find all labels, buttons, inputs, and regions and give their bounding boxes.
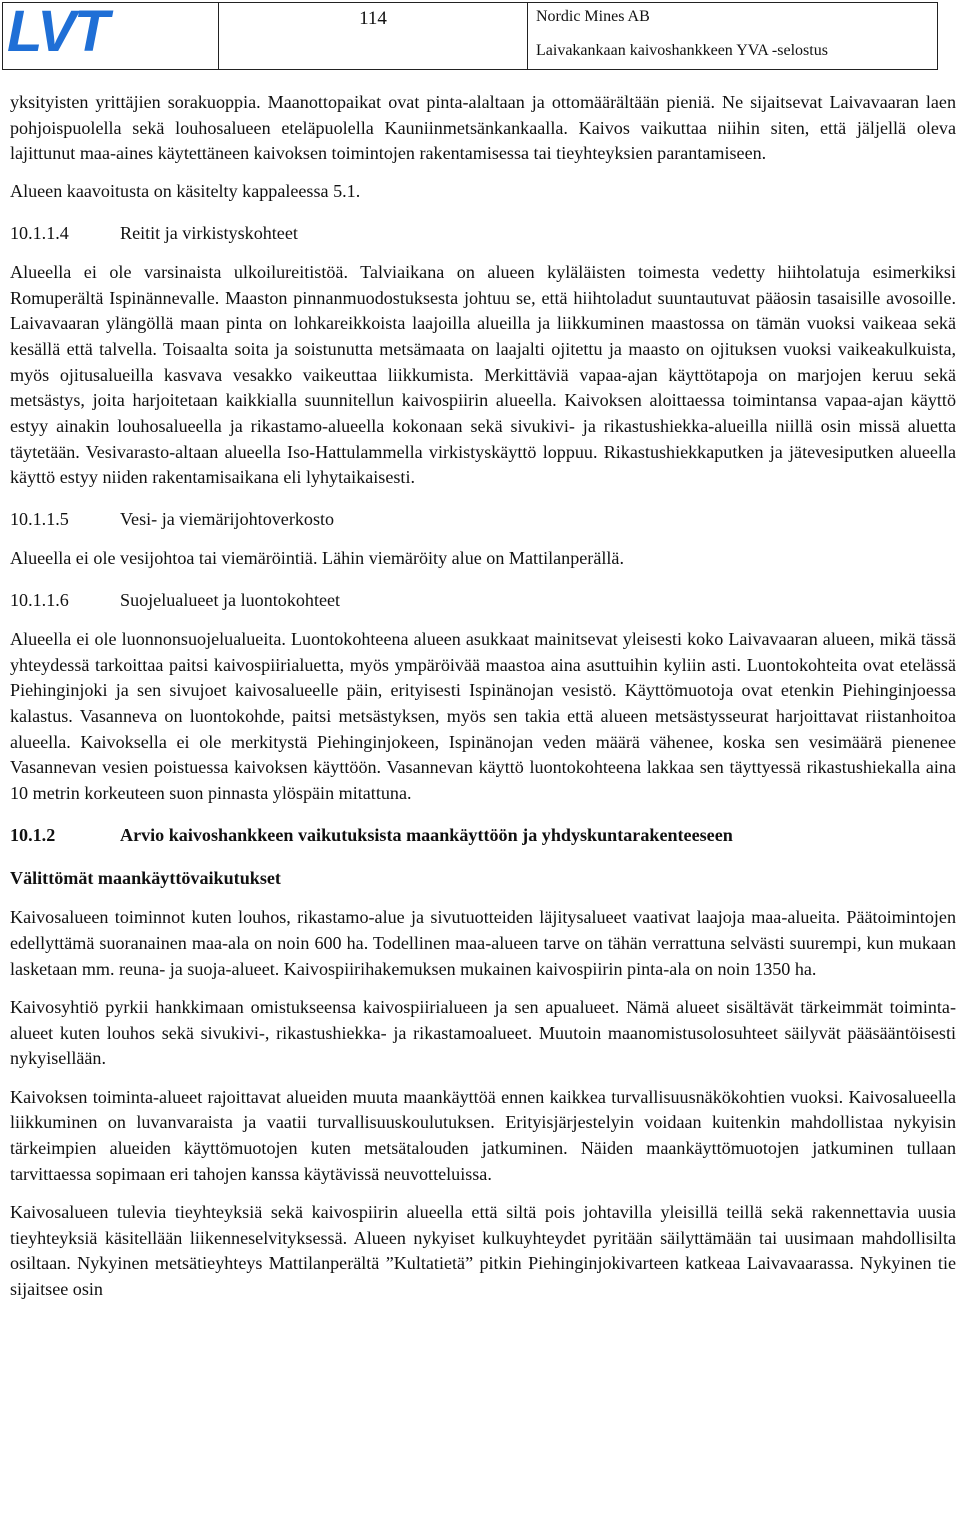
section-title: Reitit ja virkistyskohteet <box>120 222 298 243</box>
paragraph-protection: Alueella ei ole luonnonsuojelualueita. Luontokohteena alueen asukkaat mainitsevat yleisesti koko Laivavaaran alueen, mikä tässä yhteydessä tarkoittaa paitsi kaivospiirialuetta, myös ympäröivää maastoa aina asuttuihin kyliin asti. Luontokohteita ovat etelässä Piehinginjoki ja sen sivujoet kaivosalueelle päin, erityisesti Ispinänojan vesistö. Käyttömuotoja ovat etenkin Piehinginjoessa kalastus. Vasanneva on luontokohde, paitsi metsästyksen, myös sen takia että alueen metsästysseurat harjoittavat riistanhoitoa alueella. Kaivoksella ei ole merkitystä Piehinginjokeen, Ispinänojan veden määrä vähenee, koska sen vesimäärä pienenee Vasannevan vesien poistuessa kaivoksen käyttöön. Vasannevan käyttö luontokohteena lakkaa sen täyttyessä rikastushiekalla aina 10 metrin korkeuteen suon pinnasta ylöspäin mitattuna. <box>10 628 956 804</box>
section-number: 10.1.1.4 <box>10 222 69 243</box>
paragraph-roads: Kaivosalueen tulevia tieyhteyksiä sekä kaivospiirin alueella että siltä pois johtavilla yleisillä teillä sekä rakennettavia uusia tieyhteyksiä käsitellään liikenneselvityksessä. Alueen nykyiset kulkuyhteydet pyritään säilyttämään tai uusimaan mahdollisilta osiltaan. Nykyinen metsätieyhteys Mattilanperältä ”Kultatietä” pitkin Piehinginjokivarteen katkeaa Laivavaarassa. Nykyinen tie sijaitsee osin <box>10 1202 956 1300</box>
document-info-cell <box>528 3 937 69</box>
paragraph-routes: Alueella ei ole varsinaista ulkoilureitistöä. Talviaikana on alueen kyläläisten toimesta vedetty hiihtolatuja esimerkiksi Romuperältä Ispinännevalle. Maaston pinnanmuodostuksesta johtuu se, että hiihtoladut suuntautuvat pääosin tasaisille avosoille. Laivavaaran ylängöllä maan pinta on lohkareikkoista laajoilla alueilla ja liikkuminen maastossa on tämän vuoksi vaikeaa sekä kesällä että talvella. Toisaalta soita ja soistunutta metsämaata on laajalti ojitettu ja maasto on ojituksen vuoksi vaikeakulkuista, myös ojitusalueilla kasvava vesakko vaikeuttaa liikkumista. Merkittäviä vapaa-ajan käyttötapoja on marjojen keruu sekä metsästys, joita harjoitetaan kaikkialla suunnitellun kaivospiirin alueella. Kaivoksen aloittaessa toimintansa vapaa-ajan käyttö estyy ainakin louhosalueella ja rikastamo-alueella kokonaan sekä sivukivi- ja rikastushiekka-alueilla niillä osin missä aluetta täytetään. Vesivarasto-altaan alueella Iso-Hattulammella virkistyskäyttö loppuu. Rikastushiekkaputken ja jätevesiputken alueella käyttö estyy niiden rakentamisaikana eli lyhytaikaisesti. <box>10 261 956 488</box>
section-number: 10.1.1.6 <box>10 589 69 610</box>
lvt-logo-icon <box>7 5 137 59</box>
section-title: Vesi- ja viemärijohtoverkosto <box>120 509 335 530</box>
document-body <box>10 90 956 1303</box>
section-number: 10.1.2 <box>10 824 56 845</box>
paragraph-water: Alueella ei ole vesijohtoa tai viemäröintiä. Lähin viemäröity alue on Mattilanperällä. <box>10 548 624 569</box>
paragraph-land-area: Kaivosalueen toiminnot kuten louhos, rikastamo-alue ja sivutuotteiden läjitysalueet vaativat laajoja maa-alueita. Päätoimintojen edellyttämä suoranainen maa-ala on noin 600 ha. Todellinen maa-alueen tarve on tähän verrattuna selvästi suurempi, kun mukaan lasketaan mm. reuna- ja suoja-alueet. Kaivospiirihakemuksen mukainen kaivospiirin pinta-ala on noin 1350 ha. <box>10 907 956 979</box>
company-logo <box>3 3 218 69</box>
section-heading-protection <box>10 588 956 613</box>
section-title: Arvio kaivoshankkeen vaikutuksista maankäyttöön ja yhdyskuntarakenteeseen <box>120 824 733 845</box>
section-heading-impacts <box>10 823 956 848</box>
section-heading-routes <box>10 221 956 246</box>
company-name: Nordic Mines AB <box>536 8 650 25</box>
project-title: Laivakankaan kaivoshankkeen YVA -selostus <box>536 42 828 59</box>
page-number: 114 <box>359 8 387 29</box>
section-heading-water <box>10 507 956 532</box>
page-number-cell <box>218 3 528 69</box>
paragraph-restrictions: Kaivoksen toiminta-alueet rajoittavat alueiden muuta maankäyttöä ennen kaikkea turvallisuusnäkökohtien vuoksi. Kaivosalueella liikkuminen on luvanvaraista ja vaatii turvallisuuskoulutuksen. Erityisjärjestelyin voidaan kuitenkin mahdollistaa nykyisin tärkeimpien alueiden käyttömuotojen kuten metsätalouden jatkuminen. Näiden maankäyttömuotojen jatkuminen tullaan tarvittaessa sopimaan eri tahojen kanssa käytävissä neuvotteluissa. <box>10 1086 956 1184</box>
paragraph-ownership: Kaivosyhtiö pyrkii hankkimaan omistukseensa kaivospiirialueen ja sen apualueet. Nämä alueet sisältävät tärkeimmät toiminta-alueet kuten louhos sekä sivukivi-, rikastushiekka- ja rikastamoalueet. Muutoin maanomistusolosuhteet säilyvät pääsääntöisesti nykyisellään. <box>10 997 956 1069</box>
section-title: Suojelualueet ja luontokohteet <box>120 589 341 610</box>
paragraph-zoning-reference: Alueen kaavoitusta on käsitelty kappaleessa 5.1. <box>10 181 361 202</box>
subheading-direct-impacts: Välittömät maankäyttövaikutukset <box>10 867 281 888</box>
page-header <box>2 2 938 70</box>
section-number: 10.1.1.5 <box>10 509 69 530</box>
paragraph-gravel-pits: yksityisten yrittäjien sorakuoppia. Maanottopaikat ovat pinta-alaltaan ja ottomäärältään pieniä. Ne sijaitsevat Laivavaaran laen pohjoispuolella sekä louhosalueen eteläpuolella Kauniinmetsänkankaalla. Kaivos vaikuttaa niihin siten, että jäljellä oleva lajittunut maa-aines käytettäneen kaivoksen toimintojen rakentamisessa tai tieyhteyksien parantamiseen. <box>10 92 956 164</box>
svg-text:LVT: LVT <box>7 5 108 59</box>
